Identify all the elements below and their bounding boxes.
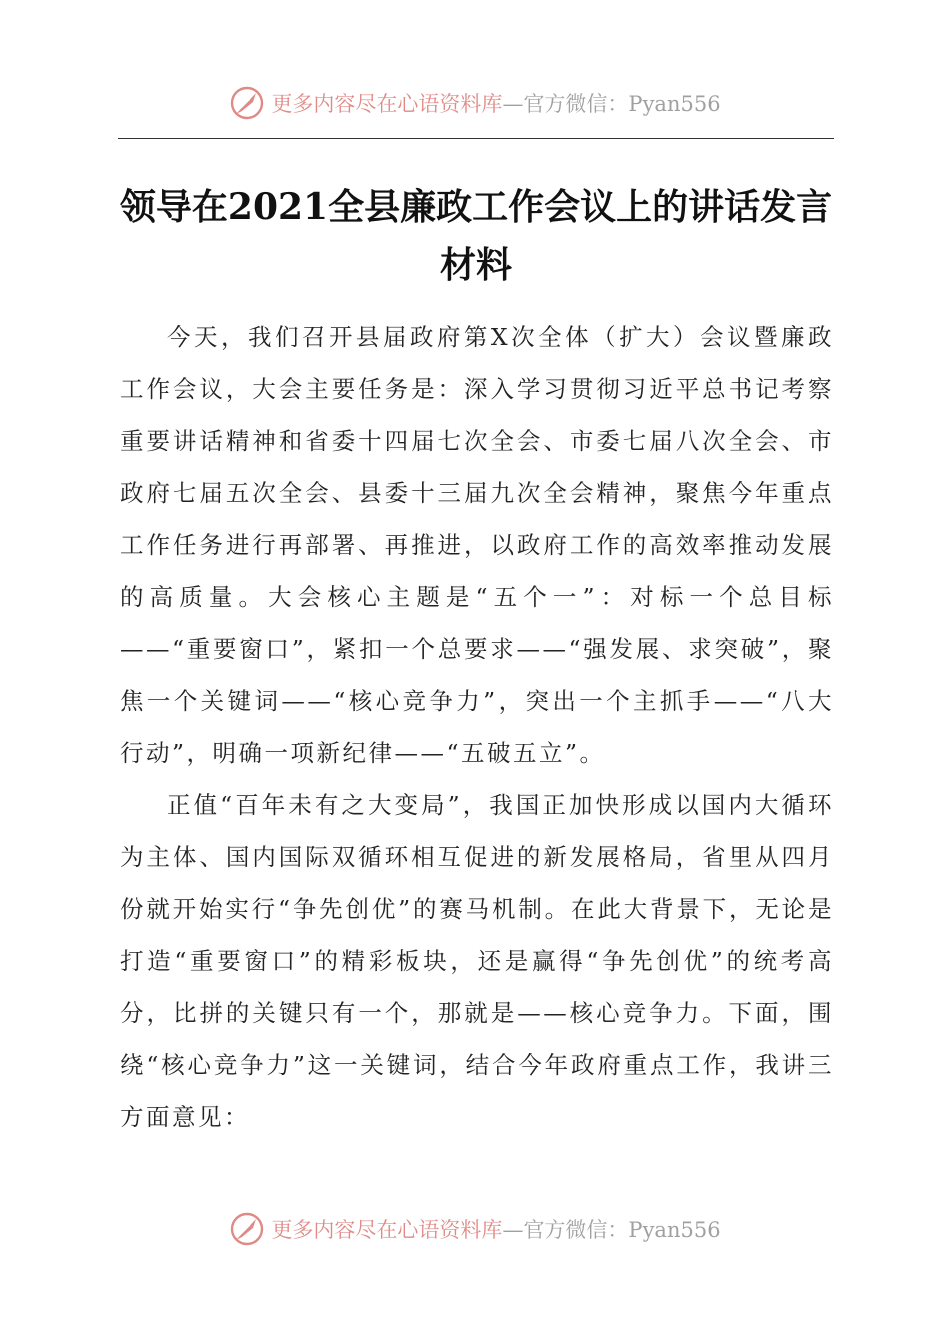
paragraph-1: 今天，我们召开县届政府第X次全体（扩大）会议暨廉政工作会议，大会主要任务是：深入学习贯彻习近平总书记考察重要讲话精神和省委十四届七次全会、市委七届八次全会、市政府七届五次全会、县委十三届九次全会精神，聚焦今年重点工作任务进行再部署、再推进，以政府工作的高效率推动发展的高质量。大会核心主题是“五个一”：对标一个总目标——“重要窗口”，紧扣一个总要求——“强发展、求突破”，聚焦一个关键词——“核心竞争力”，突出一个主抓手——“八大行动”，明确一项新纪律——“五破五立”。 — [120, 323, 834, 767]
quill-logo-icon — [229, 85, 265, 121]
document-title — [118, 178, 834, 294]
banner-wechat-text: —官方微信：Pyan556 — [502, 1218, 721, 1242]
banner-wechat-text: —官方微信：Pyan556 — [502, 92, 721, 116]
header-divider — [118, 138, 834, 139]
quill-logo-icon — [229, 1211, 265, 1247]
footer-banner — [0, 1207, 950, 1251]
title-line-1: 领导在2021全县廉政工作会议上的讲话发言 — [119, 186, 833, 228]
paragraph-2: 正值“百年未有之大变局”，我国正加快形成以国内大循环为主体、国内国际双循环相互促进的新发展格局，省里从四月份就开始实行“争先创优”的赛马机制。在此大背景下，无论是打造“重要窗口”的精彩板块，还是赢得“争先创优”的统考高分，比拼的关键只有一个，那就是——核心竞争力。下面，围绕“核心竞争力”这一关键词，结合今年政府重点工作，我讲三方面意见： — [120, 791, 834, 1131]
title-line-2: 材料 — [439, 244, 512, 286]
header-banner — [0, 81, 950, 125]
banner-brand-text: 更多内容尽在心语资料库 — [271, 1218, 503, 1242]
document-body — [120, 311, 834, 1143]
banner-brand-text: 更多内容尽在心语资料库 — [271, 92, 503, 116]
